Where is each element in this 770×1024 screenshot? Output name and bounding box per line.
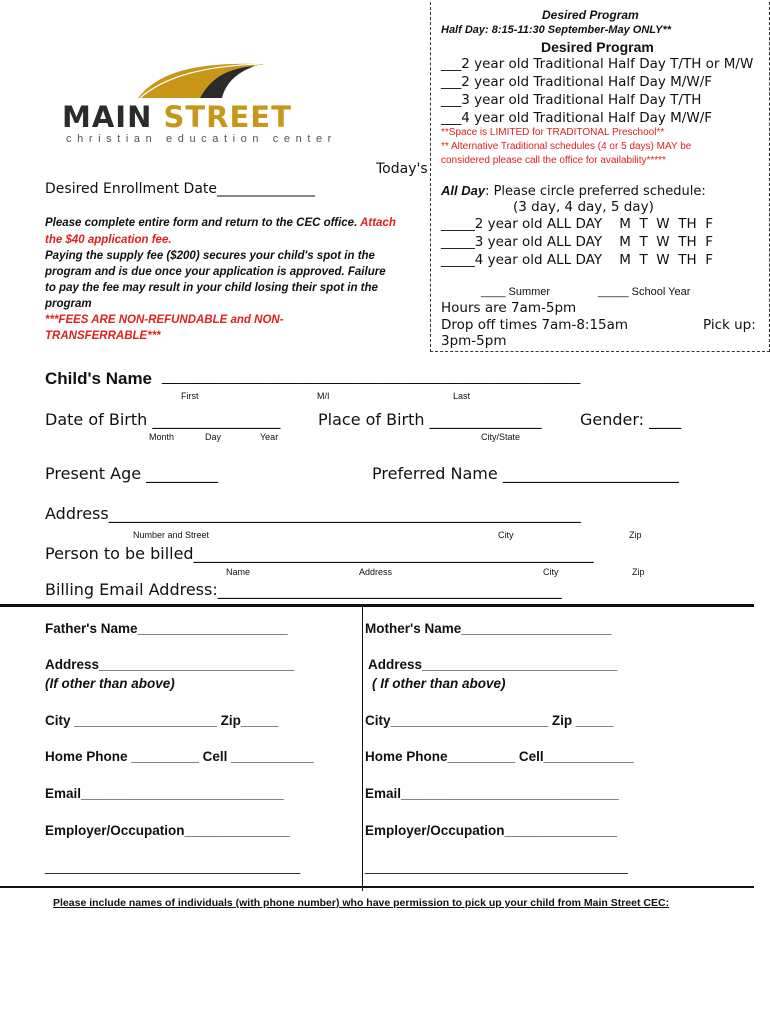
instructions-line-5: to pay the fee may result in your child losing their spot in the — [45, 282, 378, 294]
place-of-birth-field[interactable]: Place of Birth ______________ — [318, 410, 542, 429]
father-name-field[interactable]: Father's Name____________________ — [45, 621, 288, 636]
section-divider-bottom — [0, 886, 754, 888]
all-day-option-3yr[interactable]: _____3 year old ALL DAY M T W TH F — [441, 234, 713, 250]
hours-text: Hours are 7am-5pm — [441, 300, 577, 316]
all-day-text: : Please circle preferred schedule: — [485, 184, 706, 199]
instructions-line-4: program and is due once your application is approved. Failure — [45, 266, 386, 278]
logo-subtitle: christian education center — [66, 133, 337, 145]
program-option-4yr-mwf[interactable]: ___4 year old Traditional Half Day M/W/F — [441, 110, 713, 126]
instructions-text: Please complete entire form and return to the CEC office. — [45, 217, 358, 229]
program-option-2yr-tth[interactable]: ___2 year old Traditional Half Day T/TH or M/W — [441, 56, 754, 72]
instructions-line-8: TRANSFERRABLE*** — [45, 330, 161, 342]
mi-hint: M/I — [317, 391, 330, 401]
section-divider-top — [0, 604, 754, 607]
all-day-option-2yr[interactable]: _____2 year old ALL DAY M T W TH F — [441, 216, 713, 232]
program-option-3yr-tth[interactable]: ___3 year old Traditional Half Day T/TH — [441, 92, 702, 108]
preferred-name-field[interactable]: Preferred Name ______________________ — [372, 464, 679, 483]
instructions-line-3: Paying the supply fee ($200) secures your child's spot in the — [45, 250, 375, 262]
program-note-1: **Space is LIMITED for TRADITONAL Preschool** — [441, 127, 665, 138]
instructions-line-6: program — [45, 298, 92, 310]
all-day-heading — [441, 183, 706, 199]
last-name-hint: Last — [453, 391, 471, 401]
schedule-options: (3 day, 4 day, 5 day) — [513, 199, 654, 215]
program-note-3: considered please call the office for availability***** — [441, 155, 666, 166]
program-title: Desired Program — [541, 39, 654, 55]
father-address-field[interactable]: Address__________________________ — [45, 657, 295, 672]
pickup-permission-note: Please include names of individuals (with phone number) who have permission to pick up your child from Main Street CEC: — [53, 897, 670, 909]
mother-employer-field[interactable]: Employer/Occupation_______________ — [365, 823, 618, 838]
father-employer-field[interactable]: Employer/Occupation______________ — [45, 823, 290, 838]
mother-city-zip-field[interactable]: City_____________________ Zip _____ — [365, 713, 614, 728]
all-day-label: All Day — [441, 183, 486, 198]
pickup-label: Pick up: — [703, 317, 756, 333]
person-billed-field[interactable]: Person to be billed__________________________________________________ — [45, 544, 594, 563]
mother-extra-line[interactable]: ___________________________________ — [365, 859, 628, 874]
program-option-2yr-mwf[interactable]: ___2 year old Traditional Half Day M/W/F — [441, 74, 713, 90]
parents-column-divider — [362, 607, 363, 891]
instructions-line-2: the $40 application fee. — [45, 234, 172, 246]
mother-email-field[interactable]: Email_____________________________ — [365, 786, 619, 801]
logo-street-word: STREET — [163, 100, 292, 134]
billed-address-hint: Address — [359, 567, 393, 577]
mother-phone-field[interactable]: Home Phone_________ Cell____________ — [365, 749, 634, 764]
dropoff-text: Drop off times 7am-8:15am — [441, 317, 629, 333]
dob-field[interactable]: Date of Birth ________________ — [45, 410, 281, 429]
father-phone-field[interactable]: Home Phone _________ Cell ___________ — [45, 749, 314, 764]
logo-main-word: MAIN — [62, 100, 153, 134]
child-name-label: Child's Name — [45, 369, 153, 388]
father-extra-line[interactable]: __________________________________ — [45, 859, 301, 874]
billed-city-hint: City — [543, 567, 559, 577]
billed-name-hint: Name — [226, 567, 251, 577]
father-email-field[interactable]: Email___________________________ — [45, 786, 284, 801]
desired-enrollment-field[interactable]: Desired Enrollment Date______________ — [45, 181, 316, 197]
mother-other-note: ( If other than above) — [372, 676, 506, 691]
logo-swoosh — [130, 58, 270, 100]
todays-date-label: Today's — [376, 161, 428, 177]
instructions-line-1 — [45, 217, 396, 229]
pickup-time: 3pm-5pm — [441, 333, 507, 349]
billing-email-field[interactable]: Billing Email Address:___________________________________________ — [45, 580, 562, 599]
mother-name-field[interactable]: Mother's Name____________________ — [365, 621, 612, 636]
mother-address-field[interactable]: Address__________________________ — [368, 657, 618, 672]
day-hint: Day — [205, 432, 222, 442]
city-state-hint: City/State — [481, 432, 521, 442]
first-name-hint: First — [181, 391, 199, 401]
all-day-option-4yr[interactable]: _____4 year old ALL DAY M T W TH F — [441, 252, 713, 268]
instructions-attach: Attach — [360, 217, 396, 229]
program-title-top: Desired Program — [542, 8, 639, 22]
address-field[interactable]: Address___________________________________________________________ — [45, 504, 581, 523]
gender-field[interactable]: Gender: ____ — [580, 410, 682, 429]
present-age-field[interactable]: Present Age _________ — [45, 464, 219, 483]
year-hint: Year — [260, 432, 279, 442]
half-day-hours: Half Day: 8:15-11:30 September-May ONLY** — [441, 24, 672, 36]
child-name-field[interactable]: _______________________________________________ — [162, 368, 581, 385]
father-other-note: (If other than above) — [45, 676, 175, 691]
month-hint: Month — [149, 432, 175, 442]
father-city-zip-field[interactable]: City ___________________ Zip_____ — [45, 713, 279, 728]
number-street-hint: Number and Street — [133, 530, 210, 540]
address-zip-hint: Zip — [629, 530, 642, 540]
summer-option[interactable]: ____ Summer — [481, 286, 551, 298]
school-year-option[interactable]: _____ School Year — [598, 286, 691, 298]
address-city-hint: City — [498, 530, 514, 540]
program-note-2: ** Alternative Traditional schedules (4 or 5 days) MAY be — [441, 141, 692, 152]
logo-title — [62, 100, 292, 134]
instructions-line-7: ***FEES ARE NON-REFUNDABLE and NON- — [45, 314, 284, 326]
billed-zip-hint: Zip — [632, 567, 645, 577]
